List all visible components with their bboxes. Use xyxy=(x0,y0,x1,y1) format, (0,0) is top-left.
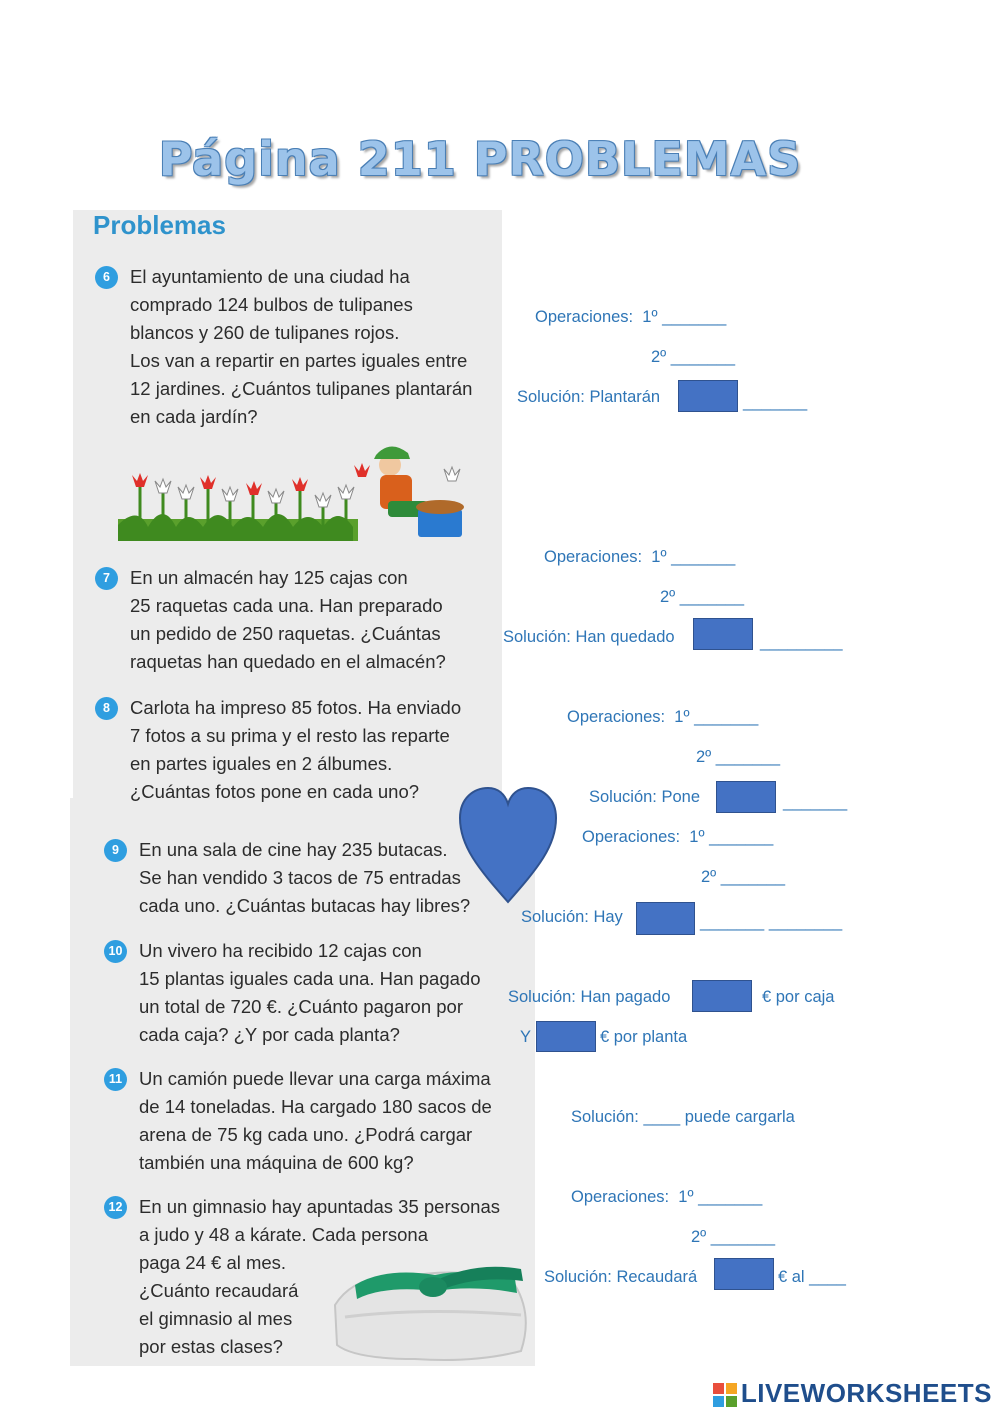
p7-operation-1: Operaciones: 1º _______ xyxy=(544,548,736,566)
problem-line: Carlota ha impreso 85 fotos. Ha enviado xyxy=(130,697,462,718)
problem-8-number: 8 xyxy=(95,697,118,720)
problem-line: 7 fotos a su prima y el resto las reparte xyxy=(130,725,450,746)
liveworksheets-logo xyxy=(713,1378,992,1409)
p12-solution-label: Solución: Recaudará xyxy=(544,1268,698,1286)
p12-answer-input[interactable] xyxy=(714,1258,774,1290)
p8-answer-input[interactable] xyxy=(716,781,776,813)
problem-line: de 14 toneladas. Ha cargado 180 sacos de xyxy=(139,1096,492,1117)
problem-6-text xyxy=(130,263,472,431)
liveworksheets-logo-icon xyxy=(713,1383,737,1407)
page-title: Página 211 PROBLEMAS xyxy=(158,132,802,186)
p10-answer-input-caja[interactable] xyxy=(692,980,752,1012)
problem-10-text xyxy=(139,937,481,1049)
problem-line: arena de 75 kg cada uno. ¿Podrá cargar xyxy=(139,1124,473,1145)
p6-operation-2: 2º _______ xyxy=(651,348,736,366)
p9-solution-blank: _______ ________ xyxy=(700,913,843,931)
problem-line: paga 24 € al mes. xyxy=(139,1252,287,1273)
gardener-tulips-illustration xyxy=(118,435,478,545)
p7-solution-blank: _________ xyxy=(760,633,843,651)
problem-line: En un gimnasio hay apuntadas 35 personas xyxy=(139,1196,501,1217)
problem-line: Los van a repartir en partes iguales entre xyxy=(130,350,468,371)
problem-line: Se han vendido 3 tacos de 75 entradas xyxy=(139,867,461,888)
p7-answer-input[interactable] xyxy=(693,618,753,650)
p11-solution: Solución: ____ puede cargarla xyxy=(571,1108,795,1126)
p7-operation-2: 2º _______ xyxy=(660,588,745,606)
problem-line: en partes iguales en 2 álbumes. xyxy=(130,753,393,774)
p10-solution-unit-planta: € por planta xyxy=(600,1028,688,1046)
problem-line: un total de 720 €. ¿Cuánto pagaron por xyxy=(139,996,463,1017)
heart-icon xyxy=(458,786,558,904)
p9-operation-1: Operaciones: 1º _______ xyxy=(582,828,774,846)
judo-belt-illustration xyxy=(325,1255,535,1363)
problem-line: 12 jardines. ¿Cuántos tulipanes plantarán xyxy=(130,378,473,399)
p10-answer-input-planta[interactable] xyxy=(536,1021,596,1052)
p10-solution-label: Solución: Han pagado xyxy=(508,988,671,1006)
p6-operation-1: Operaciones: 1º _______ xyxy=(535,308,727,326)
problem-line: comprado 124 bulbos de tulipanes xyxy=(130,294,413,315)
p12-solution-blank: € al ____ xyxy=(778,1268,846,1286)
problem-line: a judo y 48 a kárate. Cada persona xyxy=(139,1224,428,1245)
problem-11-text xyxy=(139,1065,492,1177)
problem-10-number: 10 xyxy=(104,940,127,963)
p6-solution-label: Solución: Plantarán xyxy=(517,388,661,406)
problem-line: también una máquina de 600 kg? xyxy=(139,1152,414,1173)
p12-operation-2: 2º _______ xyxy=(691,1228,776,1246)
problem-line: el gimnasio al mes xyxy=(139,1308,293,1329)
p8-operation-2: 2º _______ xyxy=(696,748,781,766)
problem-line: Un camión puede llevar una carga máxima xyxy=(139,1068,491,1089)
problem-line: por estas clases? xyxy=(139,1336,283,1357)
problem-6-number: 6 xyxy=(95,266,118,289)
problem-line: raquetas han quedado en el almacén? xyxy=(130,651,446,672)
problem-8-text xyxy=(130,694,461,806)
p8-solution-label: Solución: Pone xyxy=(589,788,700,806)
problem-line: ¿Cuántas fotos pone en cada uno? xyxy=(130,781,420,802)
problem-line: En una sala de cine hay 235 butacas. xyxy=(139,839,448,860)
p6-answer-input[interactable] xyxy=(678,380,738,412)
problem-line: en cada jardín? xyxy=(130,406,258,427)
problem-7-text xyxy=(130,564,446,676)
problem-9-text xyxy=(139,836,470,920)
problem-line: cada uno. ¿Cuántas butacas hay libres? xyxy=(139,895,471,916)
section-heading: Problemas xyxy=(93,210,226,240)
problem-line: ¿Cuánto recaudará xyxy=(139,1280,299,1301)
problem-line: cada caja? ¿Y por cada planta? xyxy=(139,1024,400,1045)
p8-operation-1: Operaciones: 1º _______ xyxy=(567,708,759,726)
p10-solution-unit-caja: € por caja xyxy=(762,988,835,1006)
problem-line: En un almacén hay 125 cajas con xyxy=(130,567,408,588)
p8-solution-blank: _______ xyxy=(783,793,848,811)
problem-line: blancos y 260 de tulipanes rojos. xyxy=(130,322,400,343)
problem-line: 25 raquetas cada una. Han preparado xyxy=(130,595,443,616)
problem-7-number: 7 xyxy=(95,567,118,590)
p9-operation-2: 2º _______ xyxy=(701,868,786,886)
problem-11-number: 11 xyxy=(104,1068,127,1091)
problem-12-number: 12 xyxy=(104,1196,127,1219)
problem-line: Un vivero ha recibido 12 cajas con xyxy=(139,940,422,961)
problem-line: un pedido de 250 raquetas. ¿Cuántas xyxy=(130,623,441,644)
p10-y-label: Y xyxy=(520,1028,532,1046)
p6-solution-blank: _______ xyxy=(743,393,808,411)
liveworksheets-brand-text: LIVEWORKSHEETS xyxy=(740,1378,992,1408)
problem-line: El ayuntamiento de una ciudad ha xyxy=(130,266,410,287)
p7-solution-label: Solución: Han quedado xyxy=(503,628,675,646)
p12-operation-1: Operaciones: 1º _______ xyxy=(571,1188,763,1206)
p9-answer-input[interactable] xyxy=(636,902,695,935)
problem-9-number: 9 xyxy=(104,839,127,862)
p9-solution-label: Solución: Hay xyxy=(521,908,623,926)
problem-line: 15 plantas iguales cada una. Han pagado xyxy=(139,968,481,989)
